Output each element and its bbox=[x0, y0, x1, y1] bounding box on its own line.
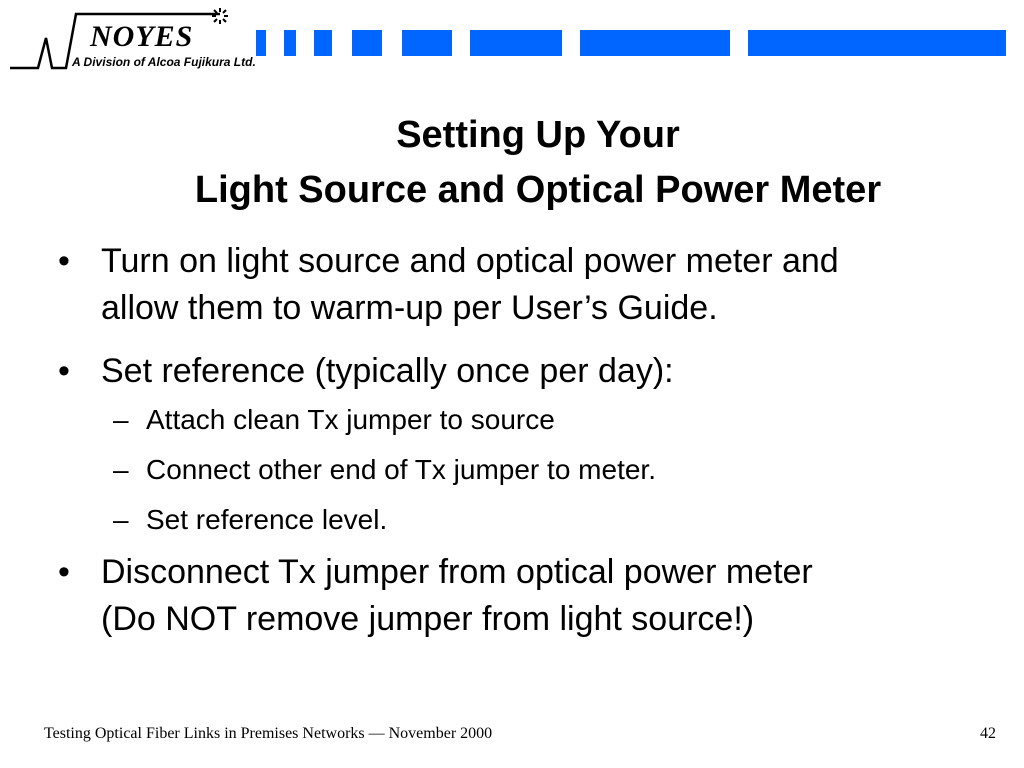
bullet-marker: • bbox=[58, 352, 70, 390]
decorative-bar bbox=[352, 30, 382, 56]
title-line-1: Setting Up Your bbox=[396, 114, 680, 156]
bullet-item bbox=[58, 549, 988, 643]
bullet-text-line: (Do NOT remove jumper from light source!) bbox=[101, 600, 755, 638]
dash-marker: – bbox=[113, 454, 129, 485]
sub-bullet-item bbox=[58, 503, 988, 537]
sub-bullet-text: Attach clean Tx jumper to source bbox=[146, 404, 555, 435]
bullet-text-line: Disconnect Tx jumper from optical power meter bbox=[101, 553, 813, 591]
bullet-text: Set reference (typically once per day): bbox=[101, 352, 674, 390]
decorative-bar bbox=[580, 30, 730, 56]
sub-bullet-item bbox=[58, 453, 988, 487]
logo-name: NOYES bbox=[90, 20, 194, 53]
slide-title bbox=[0, 108, 1024, 218]
decorative-bar bbox=[314, 30, 332, 56]
logo-subtitle: A Division of Alcoa Fujikura Ltd. bbox=[72, 55, 256, 69]
bullet-marker: • bbox=[58, 553, 70, 591]
decorative-bar bbox=[402, 30, 452, 56]
dash-marker: – bbox=[113, 404, 129, 435]
decorative-bar-strip bbox=[0, 30, 1024, 56]
bullet-item bbox=[58, 238, 988, 332]
page-number: 42 bbox=[980, 725, 996, 742]
bullet-item bbox=[58, 348, 988, 395]
sub-bullet-text: Set reference level. bbox=[146, 504, 388, 535]
footer-text: Testing Optical Fiber Links in Premises Networks — November 2000 bbox=[44, 725, 493, 742]
decorative-bar bbox=[284, 30, 296, 56]
decorative-bar bbox=[470, 30, 562, 56]
bullet-marker: • bbox=[58, 242, 70, 280]
decorative-bar bbox=[748, 30, 1006, 56]
dash-marker: – bbox=[113, 504, 129, 535]
bullet-text-line: allow them to warm-up per User’s Guide. bbox=[101, 289, 718, 327]
starburst-icon bbox=[212, 8, 228, 24]
slide-body bbox=[58, 238, 988, 659]
sub-bullet-text: Connect other end of Tx jumper to meter. bbox=[146, 454, 656, 485]
sub-bullet-item bbox=[58, 403, 988, 437]
bullet-text-line: Turn on light source and optical power meter and bbox=[101, 242, 839, 280]
title-line-2: Light Source and Optical Power Meter bbox=[194, 169, 882, 211]
decorative-bar bbox=[256, 30, 266, 56]
